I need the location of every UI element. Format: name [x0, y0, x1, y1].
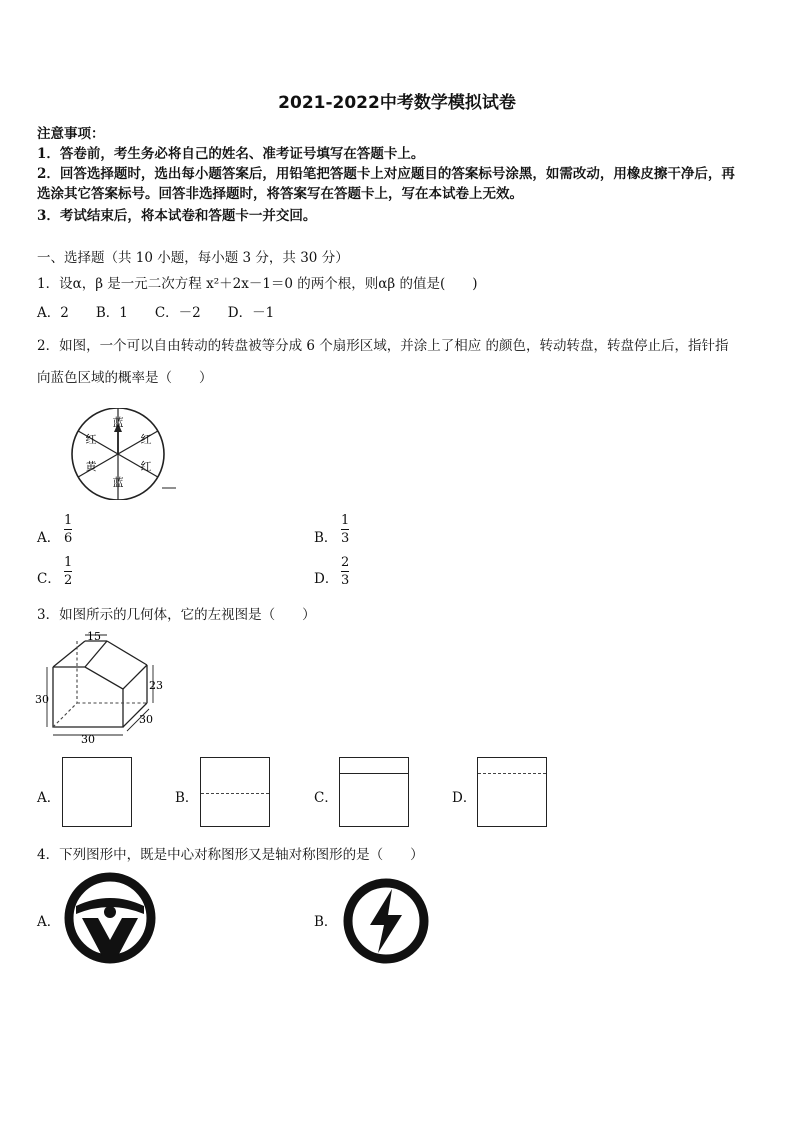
q2-stem-line2: 向蓝色区域的概率是（ ）	[37, 370, 213, 386]
q2-option-d-label: D．	[314, 571, 339, 587]
denominator: 2	[64, 573, 73, 588]
notice-item-3: 3．考试结束后，将本试卷和答题卡一并交回。	[37, 208, 317, 224]
lightning-icon	[370, 889, 402, 953]
q4-option-a-label: A．	[37, 914, 61, 930]
sector-label: 蓝	[112, 416, 124, 429]
q3-stem: 3．如图所示的几何体，它的左视图是（ ）	[37, 607, 316, 623]
q4-option-a-emblem	[62, 868, 158, 968]
solid-figure	[35, 627, 170, 745]
notice-item-1: 1．答卷前，考生务必将自己的姓名、准考证号填写在答题卡上。	[37, 146, 425, 162]
sector-label: 红	[140, 460, 152, 473]
q4-stem: 4．下列图形中，既是中心对称图形又是轴对称图形的是（ ）	[37, 847, 424, 863]
spinner-figure	[66, 408, 176, 500]
page-title: 2021-2022中考数学模拟试卷	[278, 93, 516, 113]
q2-stem-line1: 2．如图，一个可以自由转动的转盘被等分成 6 个扇形区域，并涂上了相应 的颜色，转动转盘，转盘停止后，指针指	[37, 338, 729, 354]
q3-option-d-square	[477, 757, 547, 827]
notice-item-2-cont: 选涂其它答案标号。回答非选择题时，将答案写在答题卡上，写在本试卷上无效。	[37, 186, 523, 202]
q3-option-c-square	[339, 757, 409, 827]
dim-depth-label: 30	[139, 713, 153, 726]
numerator: 1	[64, 555, 73, 570]
q3-option-a-square	[62, 757, 132, 827]
q2-option-b-fraction	[340, 514, 350, 545]
dim-right-label: 23	[149, 679, 163, 692]
q3-option-a-label: A．	[37, 790, 61, 806]
q2-option-d-fraction	[340, 556, 350, 587]
sector-label: 黄	[85, 460, 97, 473]
q2-option-c-fraction	[63, 556, 73, 587]
q3-option-b-dashed-line	[201, 793, 269, 794]
q2-option-a-label: A．	[37, 530, 61, 546]
sector-label: 红	[85, 433, 97, 446]
q1-stem: 1．设α，β 是一元二次方程 x²＋2x－1＝0 的两个根，则αβ 的值是( )	[37, 276, 478, 292]
q2-option-c-label: C．	[37, 571, 61, 587]
q2-option-a-fraction	[63, 514, 73, 545]
q4-option-b-lightning-emblem	[340, 875, 432, 967]
q3-option-d-dashed-line	[478, 773, 546, 774]
denominator: 3	[341, 573, 350, 588]
q4-option-b-label: B．	[314, 914, 338, 930]
section-heading: 一、选择题（共 10 小题，每小题 3 分，共 30 分）	[37, 250, 349, 266]
denominator: 6	[64, 531, 73, 546]
denominator: 3	[341, 531, 350, 546]
q3-option-d-label: D．	[452, 790, 477, 806]
dim-top-label: 15	[87, 630, 101, 643]
sector-label: 蓝	[112, 476, 124, 489]
q3-option-b-label: B．	[175, 790, 199, 806]
q3-option-c-solid-line	[340, 773, 408, 774]
dim-bottom-label: 30	[81, 733, 95, 745]
q1-options: A．2 B．1 C．－2 D．－1	[37, 305, 275, 321]
notice-heading: 注意事项：	[37, 126, 105, 142]
sector-label: 红	[140, 433, 152, 446]
numerator: 1	[64, 513, 73, 528]
numerator: 1	[341, 513, 350, 528]
q3-option-c-label: C．	[314, 790, 338, 806]
notice-item-2: 2．回答选择题时，选出每小题答案后，用铅笔把答题卡上对应题目的答案标号涂黑，如需改动，用橡皮擦干净后，再	[37, 166, 735, 182]
q3-option-b-square	[200, 757, 270, 827]
numerator: 2	[341, 555, 350, 570]
q2-option-b-label: B．	[314, 530, 338, 546]
dim-left-label: 30	[35, 693, 49, 706]
